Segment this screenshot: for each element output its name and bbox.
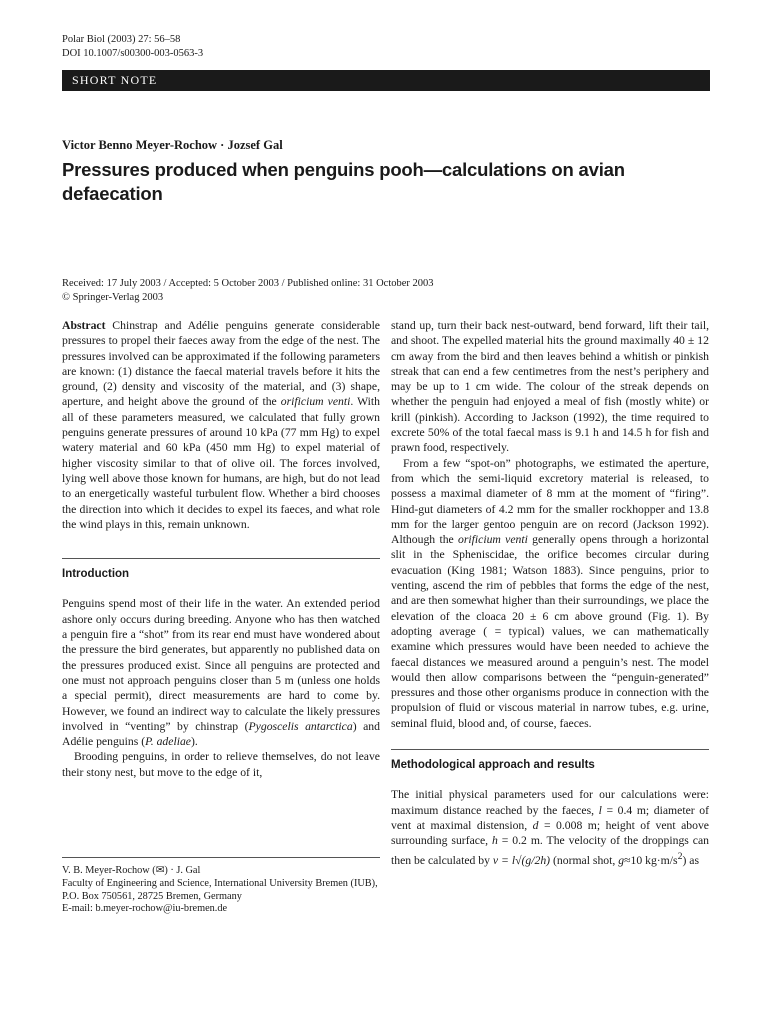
intro-paragraph-1: [62, 596, 380, 749]
methods-heading: Methodological approach and results: [391, 759, 595, 772]
article-title: Pressures produced when penguins pooh—calculations on avian defaecation: [62, 159, 625, 204]
footnote-email: E-mail: b.meyer-rochow@iu-bremen.de: [62, 903, 228, 915]
methods-paragraph: [391, 787, 709, 867]
section-rule: [62, 558, 380, 559]
right-column: [391, 318, 709, 868]
abstract-italic: orificium venti: [280, 395, 351, 409]
species-chinstrap: Pygoscelis antarctica: [248, 719, 353, 733]
var-d: d: [532, 818, 539, 832]
intro-text-a: Penguins spend most of their life in the water. An extended period ashore only occurs during breeding. Anyone who has then watched a penguin fire a “shot” from its rear end must have wondered about the pressure the bird generates, but apparently no published data on the pressures produced exist. Since all penguins are protected and one must not approach penguins closer than 5 m (unless one holds a special permit), direct measurements are hard to come by. However, we found an indirect way to calculate the likely pressures involved in “venting” by chinstrap (: [62, 597, 380, 733]
abstract-label: Abstract: [62, 319, 106, 332]
superscript-2: 2: [677, 850, 683, 862]
article-dates: [62, 277, 434, 304]
journal-info: [62, 33, 203, 61]
methods-text-end: ) as: [682, 853, 700, 867]
right-p2-text-a: From a few “spot-on” photographs, we estimated the aperture, from which the semi-liquid excretory material is released, to possess a maximal diameter of 8 mm at the moment of “firing”. Hind-gut diameters of 4.2 mm for the smaller rockhopper and 13.8 mm for the larger gentoo penguin are on record (Jackson 1992). Although the: [391, 456, 709, 547]
footnote-rule: [62, 857, 380, 858]
right-paragraph-1: stand up, turn their back nest-outward, bend forward, lift their tail, and shoot. The expelled material hits the ground maximally 40 ± 12 cm away from the bird and then leaves behind a whitish or pinkish streak that can end a few centimetres from the nest’s periphery and may be up to 1 cm wide. The colour of the streak depends on whether the penguin had enjoyed a meal of fish (mostly white) or krill (pinkish). According to Jackson (1992), the time required to excrete 50% of the total faecal mass is 9.1 h and 14.5 h for fish and prawn food, respectively.: [391, 319, 709, 455]
copyright-line: © Springer-Verlag 2003: [62, 291, 164, 303]
methods-text-b: = 0.4 m; diameter of vent at maximal distension,: [391, 803, 709, 832]
var-h: h: [492, 834, 498, 848]
footnote-authors: V. B. Meyer-Rochow (✉) · J. Gal: [62, 865, 201, 876]
methods-text-c: = 0.008 m; height of vent above surrounding surface,: [391, 818, 709, 848]
right-p2-italic: orificium venti: [458, 533, 528, 547]
section-rule: [391, 749, 709, 750]
methods-text-e: = 0.2 m. The velocity of the droppings can then be calculated by: [391, 834, 709, 867]
abstract-text-b: . With all of these parameters measured, we calculated that fully grown penguins generate pressures of around 10 kPa (77 mm Hg) to expel watery material and 60 kPa (450 mm Hg) to expel material of higher viscosity similar to that of olive oil. The forces involved, lying well above those known for humans, are high, but do not lead to an energetically wasteful turbulent flow. Whether a bird chooses the direction into which it decides to expel its faeces, and what role the wind plays in this, remain unknown.: [62, 395, 380, 531]
velocity-formula: v = l√(g/2h): [492, 853, 551, 867]
species-adelie: P. adeliae: [145, 735, 191, 749]
footnote-affiliation: Faculty of Engineering and Science, International University Bremen (IUB), P.O. Box 750561, 28725 Bremen, Germany: [62, 877, 378, 902]
methods-text-f: (normal shot,: [550, 853, 619, 867]
left-column: [62, 318, 380, 780]
right-p2-text-b: generally opens through a horizontal slit in the Spheniscidae, the orifice becomes circular during evacuation (King 1981; Watson 1883). Since penguins, prior to venting, ascend the rim of pebbles that forms the edge of the nest, and are then somewhat higher than their surroundings, we place the elevation of the cloaca 20 ± 6 cm above ground (Fig. 1). By adopting average ( = typical) values, we can mathematically examine which pressures would have been needed to achieve the faecal distances we measured around a penguin’s nest. The model would then allow comparisons between the “penguin-generated” pressures and those other organisms produce in connection with the propulsion of fluid or viscous material in narrow tubes, e.g. urine, seminal fluid, blood and, of course, faeces.: [391, 533, 709, 730]
author-list: Victor Benno Meyer-Rochow · Jozsef Gal: [62, 138, 283, 152]
right-paragraph-2: [391, 456, 709, 731]
methods-text-a: The initial physical parameters used for our calculations were: maximum distance reached by the faeces,: [391, 788, 709, 817]
article-type-banner: SHORT NOTE: [62, 70, 710, 91]
abstract-text-a: Chinstrap and Adélie penguins generate considerable pressures to propel their faeces away from the edge of the nest. The pressures involved can be approximated if the following parameters are known: (1) distance the faecal material travels before it hits the ground, (2) density and viscosity of the material, and (3) shape, aperture, and height above the ground of the: [62, 319, 380, 409]
journal-doi: DOI 10.1007/s00300-003-0563-3: [62, 48, 204, 59]
journal-citation: Polar Biol (2003) 27: 56–58: [62, 34, 181, 45]
publication-history: Received: 17 July 2003 / Accepted: 5 October 2003 / Published online: 31 October 2003: [62, 278, 434, 289]
introduction-heading: Introduction: [62, 568, 130, 581]
intro-paragraph-2: Brooding penguins, in order to relieve themselves, do not leave their stony nest, but move to the edge of it,: [62, 750, 380, 779]
gravity-value: ≈10 kg·m/s: [624, 853, 678, 867]
var-l: l: [598, 803, 602, 817]
abstract-paragraph: [62, 318, 380, 532]
intro-text-b: ) and Adélie penguins (: [62, 719, 380, 749]
intro-text-c: ).: [190, 735, 198, 749]
author-footnote: [62, 865, 380, 916]
var-g: g: [618, 853, 625, 867]
